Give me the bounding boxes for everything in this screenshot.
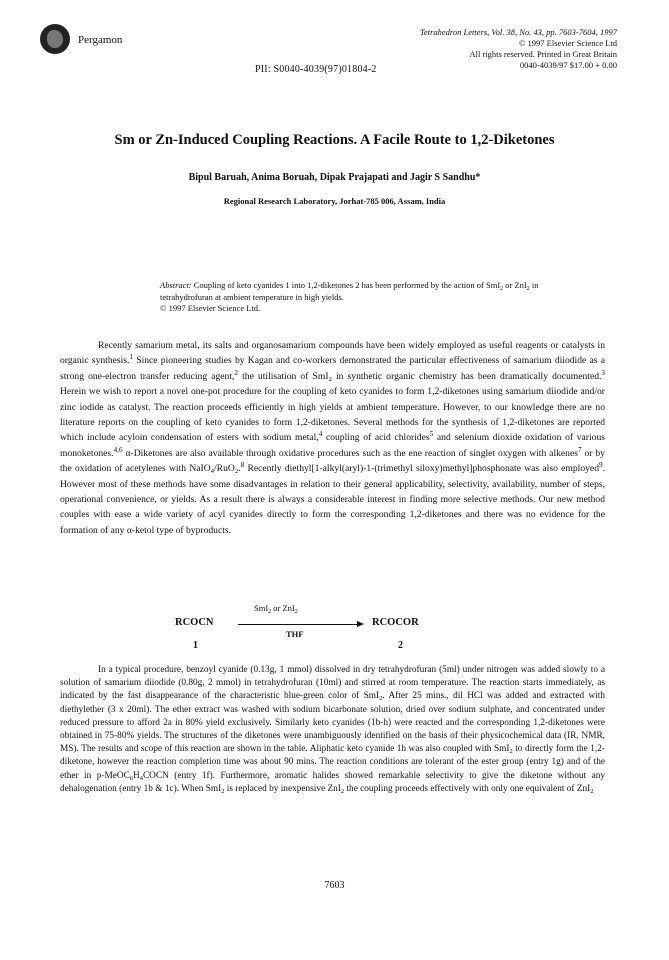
- scheme-label-product: 2: [398, 640, 403, 651]
- publisher-logo-icon: [40, 24, 70, 54]
- copyright-line: © 1997 Elsevier Science Ltd: [518, 38, 617, 48]
- scheme-solvent: THF: [286, 629, 304, 639]
- reaction-arrow-icon: [238, 624, 362, 625]
- abstract-label: Abstract:: [160, 280, 192, 290]
- publisher-name: Pergamon: [78, 34, 123, 46]
- scheme-reactant: RCOCN: [175, 617, 214, 628]
- rights-line: All rights reserved. Printed in Great Britain: [469, 49, 617, 59]
- journal-citation: Tetrahedron Letters, Vol. 38, No. 43, pp. 7603-7604, 1997: [419, 27, 617, 37]
- scheme-label-reactant: 1: [193, 640, 198, 651]
- procedure-paragraph: In a typical procedure, benzoyl cyanide (0.13g, 1 mmol) dissolved in dry tetrahydrofuran (5ml) under nitrogen was added slowly to a solution of samarium diiodide (0.80g, 2 mmol) in tetrahydrofuran (10ml) and stirred at room temperature. The reaction starts immediately, as indicated by the fast disappearance of the characteristic blue-green color of SmI$_2$. After 25 mins., dil HCl was added and extracted with diethylether (3 x 20ml). The ether extract was washed with sodium bicarbonate solution, dried over sodium sulphate, and concentrated under reduced pressure to afford 2a in 80% yield exclusively. Similarly keto cyanides (1b-h) were reacted and the corresponding 1,2-diketones were obtained in 75-80% yields. The structures of the diketones were unambiguously identified on the basis of their physicochemical data (IR, NMR, MS). The results and scope of this reaction are shown in the table. Aliphatic keto cyanide 1h was also coupled with SmI$_2$ to directly form the 1,2-diketone, however the reaction completion time was about 90 mins. The reaction conditions are tolerant of the ester group (entry 1g) and of the ether in $p-MeOC_6H_4COCN$ (entry 1f). Furthermore, aromatic halides showed remarkable selectivity to give the diketone without any dehalogenation (entry 1b & 1c). When SmI$_2$ is replaced by inexpensive ZnI$_2$ the coupling proceeds effectively with only one equivalent of ZnI$_2$: [60, 665, 605, 795]
- pii-identifier: PII: S0040-4039(97)01804-2: [255, 64, 377, 75]
- journal-info: [347, 27, 617, 71]
- abstract-copyright: © 1997 Elsevier Science Ltd.: [160, 303, 261, 313]
- scheme-product: RCOCOR: [372, 617, 419, 628]
- article-authors: Bipul Baruah, Anima Boruah, Dipak Prajapati and Jagir S Sandhu*: [188, 172, 481, 183]
- article-affiliation: Regional Research Laboratory, Jorhat-785 006, Assam, India: [223, 196, 446, 206]
- price-line: 0040-4039/97 $17.00 + 0.00: [519, 60, 617, 70]
- intro-paragraph: Recently samarium metal, its salts and organosamarium compounds have been widely employed as useful reagents or catalysts in organic synthesis.$^1$ Since pioneering studies by Kagan and co-workers demonstrated the particular effectiveness of samarium diiodide as a strong one-electron transfer reducing agent,$^2$ the utilisation of SmI$_2$ in synthetic organic chemistry has been dramatically documented.$^3$ Herein we wish to report a novel one-pot procedure for the coupling of keto cyanides to form 1,2-diketones using samarium diiodide and/or zinc iodide as catalyst. The reaction proceeds efficiently in high yields at ambient temperature. However, to our knowledge there are no literature reports on the coupling of keto cyanides to form 1,2-diketones. Several methods for the synthesis of 1,2-diketones are reported which include acyloin condensation of esters with sodium metal,$^4$ coupling of acid chlorides$^5$ and selenium dioxide oxidation of various monoketones.$^{4,6}$ α-Diketones are also available through oxidative procedures such as the ene reaction of singlet oxygen with alkenes$^7$ or by the oxidation of acetylenes with NaIO$_4$/RuO$_2$.$^8$ Recently diethyl[1-alkyl(aryl)-1-(trimethyl siloxy)methyl]phosphonate was also employed$^9$. However most of these methods have some disadvantages in relation to their general applicability, selectivity, availability, number of steps, operational convenience, or yields. As a result there is always a considerable interest in finding more selective methods. Our new method couples with ease a wide variety of acyl cyanides directly to form the corresponding 1,2-diketones and there was no evidence for the formation of any α-ketol type of byproducts.: [60, 340, 606, 536]
- reaction-scheme: [0, 600, 669, 656]
- abstract: Abstract: Coupling of keto cyanides 1 into 1,2-diketones 2 has been performed by the action of SmI$_2$ or ZnI$_2$ in tetrahydrofuran at ambient temperature in high yields. © 1997 Elsevier Science Ltd.: [160, 280, 539, 313]
- article-title: Sm or Zn-Induced Coupling Reactions. A Facile Route to 1,2-Diketones: [114, 132, 555, 148]
- page-number: 7603: [324, 880, 345, 891]
- scheme-reagent: SmI$_2$ or ZnI$_2$: [254, 603, 298, 615]
